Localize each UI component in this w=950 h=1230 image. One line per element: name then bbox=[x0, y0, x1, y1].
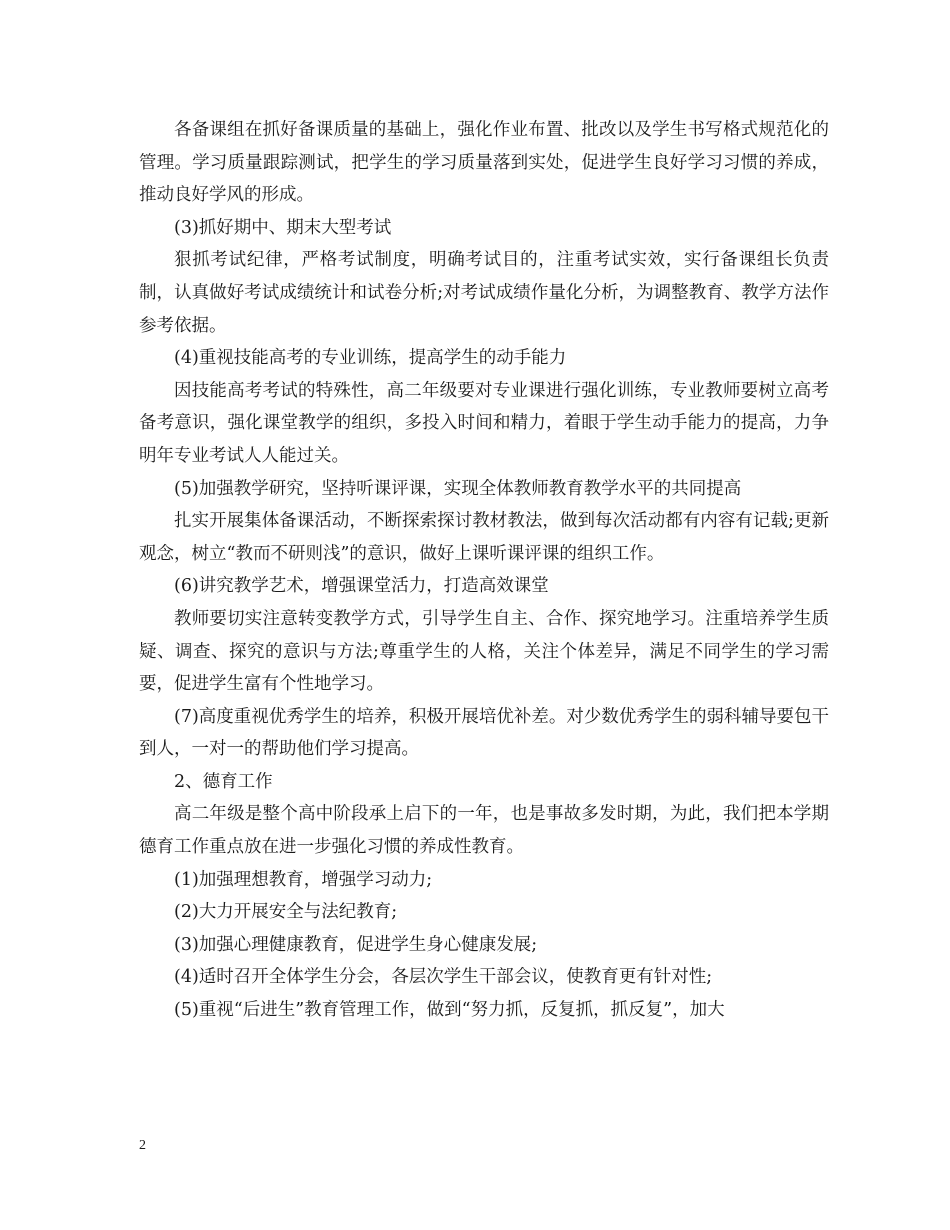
paragraph: 教师要切实注意转变教学方式，引导学生自主、合作、探究地学习。注重培养学生质疑、调查、探究的意识与方法;尊重学生的人格，关注个体差异，满足不同学生的学习需要，促进学生富有个性地学习。 bbox=[139, 608, 829, 695]
list-item: (3)加强心理健康教育，促进学生身心健康发展; bbox=[174, 934, 538, 955]
list-item: (4)适时召开全体学生分会，各层次学生干部会议，使教育更有针对性; bbox=[174, 967, 713, 988]
section-heading: 2、德育工作 bbox=[174, 771, 273, 792]
paragraph: 扎实开展集体备课活动，不断探索探讨教材教法，做到每次活动都有内容有记载;更新观念，树立“教而不研则浅”的意识，做好上课听课评课的组织工作。 bbox=[139, 511, 829, 564]
paragraph: 因技能高考考试的特殊性，高二年级要对专业课进行强化训练，专业教师要树立高考备考意识，强化课堂教学的组织，多投入时间和精力，着眼于学生动手能力的提高，力争明年专业考试人人能过关。 bbox=[139, 380, 829, 466]
paragraph: 高二年级是整个高中阶段承上启下的一年，也是事故多发时期，为此，我们把本学期德育工作重点放在进一步强化习惯的养成性教育。 bbox=[139, 804, 829, 858]
paragraph: (7)高度重视优秀学生的培养，积极开展培优补差。对少数优秀学生的弱科辅导要包干到人，一对一的帮助他们学习提高。 bbox=[139, 706, 829, 760]
paragraph: 各备课组在抓好备课质量的基础上，强化作业布置、批改以及学生书写格式规范化的管理。学习质量跟踪测试，把学生的学习质量落到实处，促进学生良好学习习惯的养成，推动良好学风的形成。 bbox=[139, 120, 829, 206]
section-heading: (6)讲究教学艺术，增强课堂活力，打造高效课堂 bbox=[174, 576, 549, 597]
paragraph: 狠抓考试纪律，严格考试制度，明确考试目的，注重考试实效，实行备课组长负责制，认真做好考试成绩统计和试卷分析;对考试成绩作量化分析，为调整教育、教学方法作参考依据。 bbox=[139, 250, 829, 336]
list-item: (1)加强理想教育，增强学习动力; bbox=[174, 869, 433, 890]
list-item: (2)大力开展安全与法纪教育; bbox=[174, 902, 398, 923]
list-item: (5)重视“后进生”教育管理工作，做到“努力抓，反复抓，抓反复”，加大 bbox=[174, 1000, 725, 1021]
section-heading: (4)重视技能高考的专业训练，提高学生的动手能力 bbox=[174, 348, 567, 369]
section-heading: (3)抓好期中、期末大型考试 bbox=[174, 217, 392, 238]
page-number: 2 bbox=[139, 1138, 146, 1153]
document-body bbox=[139, 114, 829, 1027]
section-heading: (5)加强教学研究，坚持听课评课，实现全体教师教育教学水平的共同提高 bbox=[174, 478, 742, 499]
